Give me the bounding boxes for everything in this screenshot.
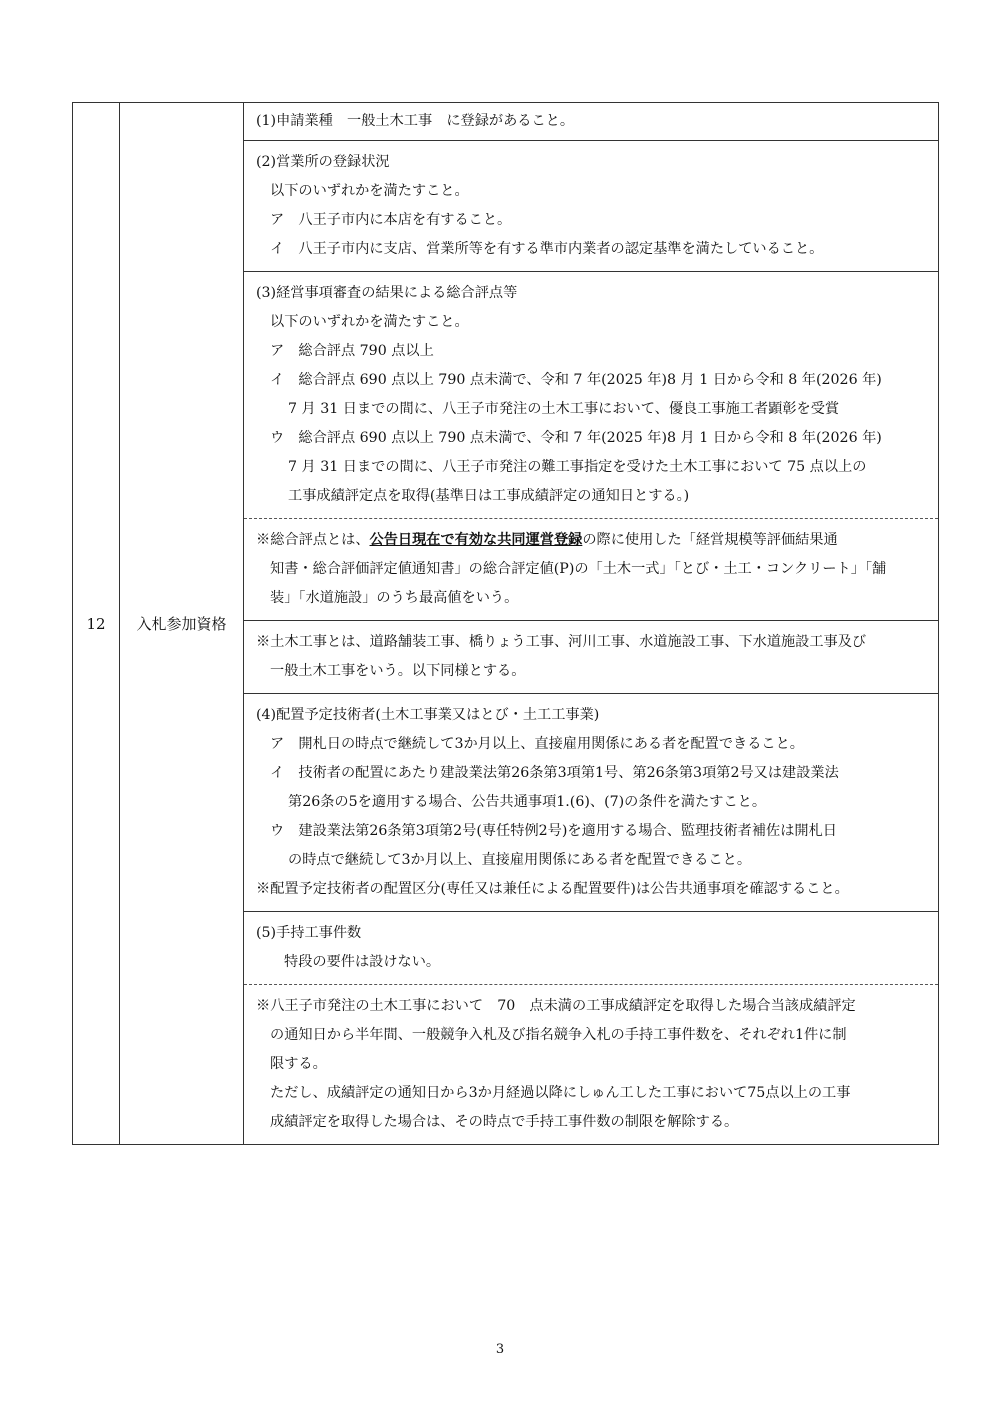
civil-works-note [244,620,938,693]
item-number: 12 [73,103,120,1145]
section-3-item-u-line1: ウ 総合評点 690 点以上 790 点未満で、令和 7 年(2025 年)8 月 1 日から令和 8 年(2026 年) [270,430,882,446]
section-3-item-a: ア 総合評点 790 点以上 [270,343,434,359]
section-5-text: 特段の要件は設けない。 [284,954,441,970]
section-3-item-i-line1: イ 総合評点 690 点以上 790 点未満で、令和 7 年(2025 年)8 月 1 日から令和 8 年(2026 年) [270,372,882,388]
section-2-item-i: イ 八王子市内に支店、営業所等を有する準市内業者の認定基準を満たしていること。 [270,241,824,257]
section-4-item-u-line1: ウ 建設業法第26条第3項第2号(専任特例2号)を適用する場合、監理技術者補佐は開札日 [270,823,837,839]
total-score-note-line1 [256,526,930,555]
section-3-heading: (3)経営事項審査の結果による総合評点等 [256,285,518,301]
total-score-note-line2: 知書・総合評価評定値通知書」の総合評定値(P)の「土木一式」「とび・土工・コンクリート」「舗 [270,561,887,577]
note-emphasis: 公告日現在で有効な共同運営登録 [369,532,583,548]
note-rest: の際に使用した「経営規模等評価結果通 [582,532,838,548]
requirements-cell [244,103,939,1145]
section-2-intro: 以下のいずれかを満たすこと。 [270,183,469,199]
section-4 [244,693,938,911]
table-row [73,103,939,1145]
note-prefix: ※総合評点とは、 [256,532,370,548]
workload-note-line1: ※八王子市発注の土木工事において 70 点未満の工事成績評定を取得した場合当該成績評定 [256,998,856,1014]
section-4-item-i-line2: 第26条の5を適用する場合、公告共通事項1.(6)、(7)の条件を満たすこと。 [288,794,767,810]
total-score-note-line3: 装」「水道施設」のうち最高値をいう。 [270,590,519,606]
section-4-note: ※配置予定技術者の配置区分(専任又は兼任による配置要件)は公告共通事項を確認すること。 [256,881,849,897]
section-1-text: (1)申請業種 一般土木工事 に登録があること。 [256,113,575,129]
section-3-intro: 以下のいずれかを満たすこと。 [270,314,469,330]
section-1 [244,103,938,140]
section-3-item-u-line3: 工事成績評定点を取得(基準日は工事成績評定の通知日とする。) [288,488,690,504]
section-2-heading: (2)営業所の登録状況 [256,154,390,170]
section-2 [244,140,938,271]
workload-note [244,984,938,1144]
section-4-item-i-line1: イ 技術者の配置にあたり建設業法第26条第3項第1号、第26条第3項第2号又は建設業法 [270,765,839,781]
section-4-item-a: ア 開札日の時点で継続して3か月以上、直接雇用関係にある者を配置できること。 [270,736,804,752]
section-5 [244,911,938,984]
total-score-note [244,518,938,620]
page-number: 3 [495,1342,505,1357]
section-5-heading: (5)手持工事件数 [256,925,362,941]
workload-note-line3: 限する。 [270,1056,327,1072]
section-3-item-i-line2: 7 月 31 日までの間に、八王子市発注の土木工事において、優良工事施工者顕彰を受賞 [288,401,840,417]
civil-works-note-line1: ※土木工事とは、道路舗装工事、橋りょう工事、河川工事、水道施設工事、下水道施設工事及び [256,634,867,650]
section-2-item-a: ア 八王子市内に本店を有すること。 [270,212,512,228]
section-3 [244,271,938,518]
civil-works-note-line2: 一般土木工事をいう。以下同様とする。 [270,663,526,679]
qualification-table [72,102,939,1145]
section-3-item-u-line2: 7 月 31 日までの間に、八王子市発注の難工事指定を受けた土木工事において 75 点以上の [288,459,867,475]
workload-note-line5: 成績評定を取得した場合は、その時点で手持工事件数の制限を解除する。 [270,1114,739,1130]
section-4-heading: (4)配置予定技術者(土木工事業又はとび・土工工事業) [256,707,600,723]
item-label: 入札参加資格 [120,103,244,1145]
section-4-item-u-line2: の時点で継続して3か月以上、直接雇用関係にある者を配置できること。 [288,852,752,868]
workload-note-line2: の通知日から半年間、一般競争入札及び指名競争入札の手持工事件数を、それぞれ1件に制 [270,1027,847,1043]
workload-note-line4: ただし、成績評定の通知日から3か月経過以降にしゅん工した工事において75点以上の工事 [270,1085,851,1101]
